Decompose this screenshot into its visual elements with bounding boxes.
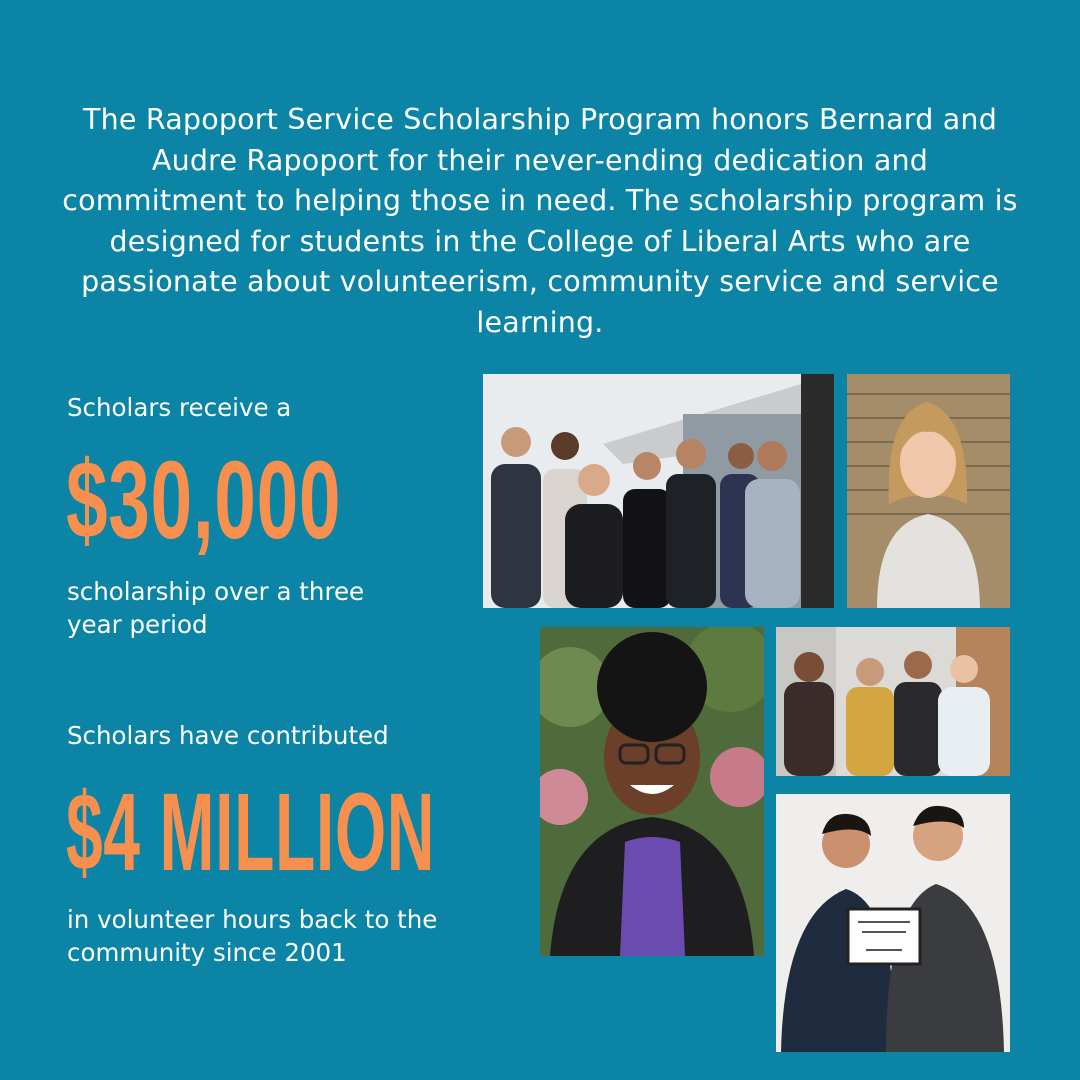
stat2-lead: Scholars have contributed (67, 721, 389, 750)
stat1-lead: Scholars receive a (67, 393, 292, 422)
award-photo (776, 794, 1010, 1052)
portrait-photo-2 (540, 627, 764, 956)
portrait-photo-1 (847, 374, 1010, 608)
group-photo-2 (776, 627, 1010, 776)
stat1-tail: scholarship over a three year period (67, 577, 365, 639)
intro-paragraph: The Rapoport Service Scholarship Program honors Bernard and Audre Rapoport for their never-ending dedication and commitment to helping those in need. The scholarship program is designed for students in the College of Liberal Arts who are passionate about volunteerism, community service and service learning. (62, 103, 1018, 339)
stat2-value: $4 MILLION (66, 771, 436, 894)
stat2-tail: in volunteer hours back to the community since 2001 (67, 905, 438, 967)
group-photo (483, 374, 834, 608)
stat1-value: $30,000 (66, 439, 342, 562)
